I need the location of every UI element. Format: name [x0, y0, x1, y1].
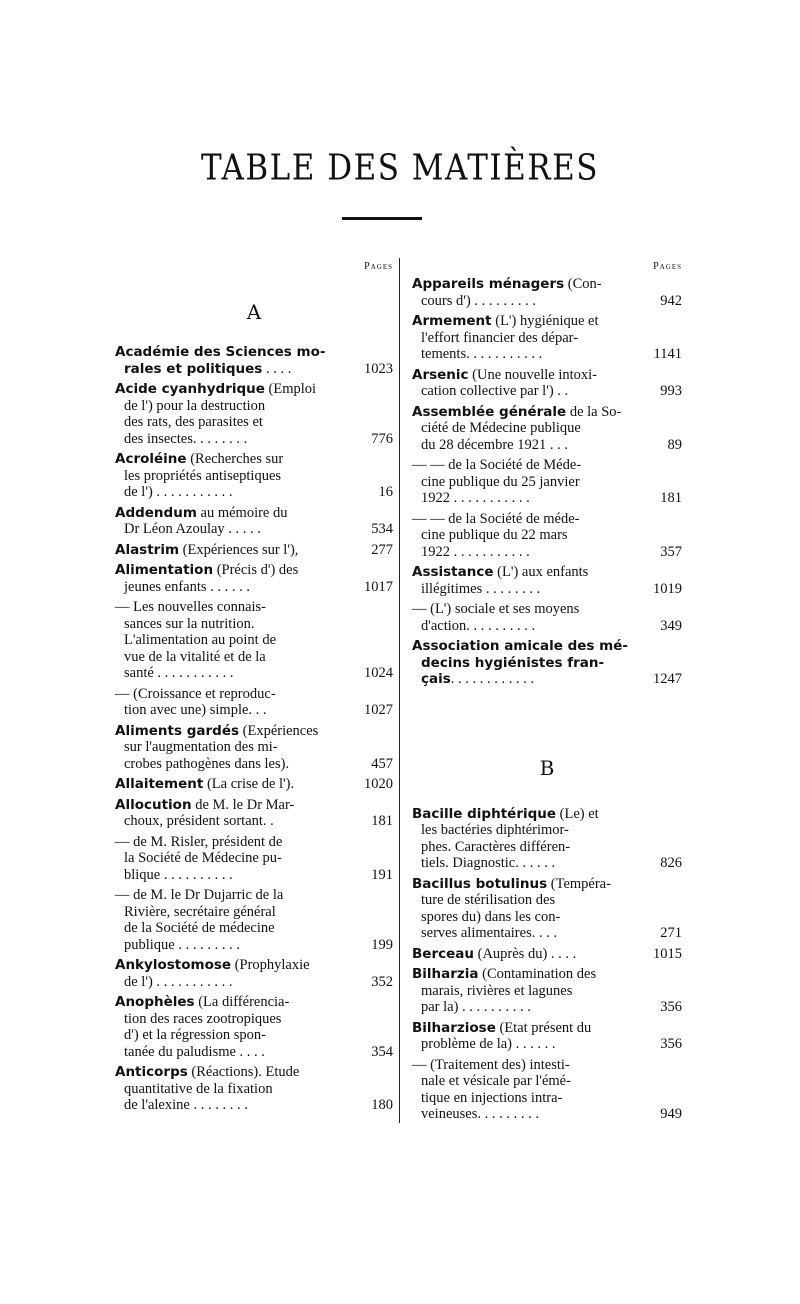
page-number: 16: [378, 484, 393, 500]
index-entry: [115, 542, 393, 559]
entry-text: ture de stérilisation des: [421, 892, 556, 908]
entry-line: [115, 505, 349, 522]
entry-text: spores du) dans les con-: [421, 908, 561, 925]
title-rule: [342, 217, 422, 220]
entry-text: au mémoire du: [196, 504, 288, 521]
entry-headword: Alastrim: [115, 541, 180, 558]
entry-line: [412, 511, 638, 528]
entry-line: [115, 1027, 349, 1044]
index-entry: [115, 562, 393, 595]
entry-line: [412, 346, 638, 363]
entry-text: problème de la) . . . . . .: [421, 1036, 556, 1052]
page-number: 1015: [653, 945, 682, 962]
entry-headword: Anticorps: [115, 1064, 188, 1080]
entry-text: . . . . . . . . . . . .: [450, 671, 535, 687]
entry-text: sances sur la nutrition.: [124, 615, 255, 632]
entry-text: santé . . . . . . . . . . .: [124, 665, 234, 681]
entry-line: [115, 1044, 349, 1061]
entry-text: d'action. . . . . . . . . .: [421, 617, 536, 634]
entry-text: cine publique du 25 janvier: [421, 473, 580, 490]
index-entry: [115, 1064, 393, 1114]
entry-line: [412, 806, 638, 823]
page-number: 457: [371, 755, 393, 772]
entry-line: [115, 756, 349, 773]
entry-line: [115, 665, 349, 682]
entry-headword: Assemblée générale: [412, 403, 567, 420]
entry-line: [412, 946, 638, 963]
entry-headword: Bacillus botulinus: [412, 875, 548, 892]
entry-text: par la) . . . . . . . . . .: [421, 999, 531, 1015]
entry-line: [115, 994, 349, 1011]
index-entry: [115, 887, 393, 953]
index-entry: [412, 276, 682, 309]
entry-text: illégitimes . . . . . . . .: [421, 580, 541, 597]
entry-line: [412, 925, 638, 942]
entry-text: (Une nouvelle intoxi-: [468, 366, 598, 383]
entry-text: choux, président sortant. .: [124, 813, 274, 829]
entries-list-right-a: [412, 276, 682, 688]
entry-line: [412, 655, 638, 672]
entry-text: (Recherches sur: [186, 451, 284, 467]
page-number: 357: [660, 543, 682, 560]
index-entry: [115, 776, 393, 793]
index-entry: [412, 946, 682, 963]
entry-line: [115, 920, 349, 937]
page-number: 199: [371, 936, 393, 953]
entry-text: (Tempéra-: [547, 875, 611, 892]
index-entry: [412, 638, 682, 688]
entry-headword: Addendum: [115, 504, 197, 521]
entry-line: [115, 850, 349, 867]
entry-text: Dr Léon Azoulay . . . . .: [124, 521, 261, 537]
page-number: 1141: [653, 346, 682, 362]
entry-line: [412, 1036, 638, 1053]
entry-text: sur l'augmentation des mi-: [124, 739, 278, 755]
section-letter-b: B: [539, 755, 555, 780]
left-column: [115, 258, 393, 1118]
entry-text: l'effort financier des dépar-: [421, 329, 579, 346]
entry-line: [412, 544, 638, 561]
entry-line: [412, 1073, 638, 1090]
entry-headword: Anophèles: [115, 994, 195, 1010]
entry-line: [412, 367, 638, 384]
entry-text: vue de la vitalité et de la: [124, 648, 266, 665]
page-number: 534: [371, 521, 393, 537]
entry-text: de l') pour la destruction: [124, 397, 266, 414]
entry-line: [412, 839, 638, 856]
page-number: 1024: [364, 665, 393, 681]
entry-headword: Assistance: [412, 564, 494, 580]
page-number: 349: [660, 617, 682, 634]
entry-line: [412, 404, 638, 421]
page-number: 949: [660, 1106, 682, 1122]
entry-line: [412, 999, 638, 1016]
entry-text: — de M. Risler, président de: [115, 833, 283, 850]
entry-headword: Ankylostomose: [115, 957, 232, 973]
entry-text: (L') hygiénique et: [491, 313, 599, 329]
index-entry: [115, 381, 393, 447]
entry-line: [115, 686, 349, 703]
entry-text: de l'alexine . . . . . . . .: [124, 1097, 248, 1113]
pages-header: Pages: [653, 261, 682, 272]
entry-line: [115, 632, 349, 649]
entry-text: (L') aux enfants: [493, 564, 589, 580]
entry-line: [412, 1057, 638, 1074]
index-entry: [412, 313, 682, 363]
entry-text: des insectes. . . . . . . .: [124, 430, 248, 447]
entry-text: (Expériences: [239, 722, 319, 739]
entry-headword: Bacille diphtérique: [412, 805, 557, 822]
entry-line: [115, 414, 349, 431]
page-number: 942: [660, 292, 682, 309]
entry-line: [412, 855, 638, 872]
index-entry: [412, 404, 682, 454]
page-number: 356: [660, 1036, 682, 1052]
entry-line: [115, 649, 349, 666]
page-number: 776: [371, 430, 393, 447]
entry-line: [115, 723, 349, 740]
entry-text: — (L') sociale et ses moyens: [412, 601, 580, 617]
entry-line: [115, 398, 349, 415]
entry-headword: Allaitement: [115, 776, 204, 792]
entry-line: [412, 474, 638, 491]
index-entry: [412, 1020, 682, 1053]
entry-headword: Association amicale des mé-: [412, 638, 628, 654]
entry-line: [115, 599, 349, 616]
entry-text: — Les nouvelles connais-: [115, 599, 267, 615]
index-entry: [115, 451, 393, 501]
index-entry: [412, 457, 682, 507]
entry-text: les propriétés antiseptiques: [124, 467, 282, 484]
entry-line: [412, 966, 638, 983]
entry-text: de la Société de médecine: [124, 920, 275, 936]
index-entry: [115, 834, 393, 884]
entry-text: la Société de Médecine pu-: [124, 850, 282, 866]
entry-line: [412, 671, 638, 688]
entry-line: [412, 876, 638, 893]
entry-line: [412, 1020, 638, 1037]
page-number: 181: [371, 813, 393, 829]
index-entry: [412, 564, 682, 597]
entry-line: [412, 330, 638, 347]
index-entry: [115, 505, 393, 538]
entry-text: tique en injections intra-: [421, 1089, 563, 1106]
entry-line: [115, 1081, 349, 1098]
entry-text: ciété de Médecine publique: [421, 420, 581, 436]
entry-line: [412, 276, 638, 293]
page-number: 181: [660, 490, 682, 506]
index-entry: [412, 367, 682, 400]
entry-line: [412, 490, 638, 507]
entry-headword: decins hygiénistes fran-: [421, 654, 605, 671]
entry-headword: Bilharzia: [412, 966, 479, 982]
entry-text: — de M. le Dr Dujarric de la: [115, 887, 284, 903]
entry-line: [115, 974, 349, 991]
entry-line: [115, 381, 349, 398]
index-entry: [115, 994, 393, 1060]
entry-text: des rats, des parasites et: [124, 414, 263, 430]
entry-line: [115, 542, 349, 559]
entry-text: marais, rivières et lagunes: [421, 982, 573, 999]
page-number: 277: [371, 541, 393, 558]
entry-line: [115, 468, 349, 485]
entry-text: (Précis d') des: [213, 562, 299, 578]
page-number: 1027: [364, 702, 393, 718]
entry-line: [115, 904, 349, 921]
entry-line: [115, 887, 349, 904]
entry-line: [115, 1064, 349, 1081]
entry-line: [115, 344, 349, 361]
entry-text: publique . . . . . . . . .: [124, 936, 240, 953]
entry-headword: Arsenic: [412, 366, 469, 383]
page-number: 1023: [364, 360, 393, 377]
entry-text: (Expériences sur l'),: [179, 541, 299, 558]
entry-line: [115, 797, 349, 814]
index-entry: [115, 723, 393, 773]
entry-line: [115, 521, 349, 538]
entry-text: de l') . . . . . . . . . . .: [124, 973, 233, 990]
entry-text: tion des races zootropiques: [124, 1010, 282, 1027]
index-entry: [412, 601, 682, 634]
entry-line: [412, 601, 638, 618]
entry-line: [412, 1090, 638, 1107]
entry-text: (Prophylaxie: [231, 957, 310, 973]
page-number: 993: [660, 383, 682, 399]
page-number: 180: [371, 1097, 393, 1113]
entry-line: [412, 983, 638, 1000]
entry-line: [115, 361, 349, 378]
index-entry: [412, 806, 682, 872]
entry-line: [412, 822, 638, 839]
entry-text: cation collective par l') . .: [421, 383, 569, 399]
entry-line: [412, 909, 638, 926]
entry-text: Rivière, secrétaire général: [124, 903, 276, 920]
entry-line: [115, 834, 349, 851]
index-entry: [115, 957, 393, 990]
index-entry: [115, 599, 393, 682]
entry-line: [115, 451, 349, 468]
index-entry: [412, 966, 682, 1016]
entry-headword: Bilharziose: [412, 1019, 496, 1036]
entry-text: phes. Caractères différen-: [421, 838, 571, 855]
page-number: 1020: [364, 776, 393, 792]
entry-text: veineuses. . . . . . . . .: [421, 1106, 539, 1122]
entry-text: — — de la Société de méde-: [412, 510, 580, 527]
entry-line: [115, 616, 349, 633]
entry-line: [115, 739, 349, 756]
index-entry: [412, 511, 682, 561]
entry-headword: Acroléine: [115, 451, 187, 467]
entry-headword: Alimentation: [115, 562, 214, 578]
entry-text: (Le) et: [556, 805, 599, 822]
column-divider: [399, 258, 400, 1123]
entry-text: tements. . . . . . . . . . .: [421, 346, 543, 362]
section-letter-a: A: [246, 300, 262, 324]
entry-line: [115, 702, 349, 719]
entry-line: [115, 1011, 349, 1028]
entry-text: serves alimentaires. . . .: [421, 925, 558, 941]
index-entry: [115, 344, 393, 377]
entry-headword: rales et politiques: [124, 360, 263, 377]
page-number: 1017: [364, 578, 393, 595]
entry-line: [115, 867, 349, 884]
entry-text: quantitative de la fixation: [124, 1080, 273, 1097]
entry-text: — (Traitement des) intesti-: [412, 1056, 570, 1073]
page-number: 191: [371, 866, 393, 883]
entry-line: [412, 618, 638, 635]
entry-headword: Berceau: [412, 945, 474, 962]
entry-text: cine publique du 22 mars: [421, 527, 568, 543]
entry-line: [115, 957, 349, 974]
entry-line: [412, 437, 638, 454]
entry-text: d') et la régression spon-: [124, 1027, 266, 1043]
entry-headword: Aliments gardés: [115, 722, 240, 739]
entry-headword: Allocution: [115, 796, 192, 813]
entry-text: les bactéries diphtérimor-: [421, 822, 569, 838]
entry-line: [412, 581, 638, 598]
entry-text: cours d') . . . . . . . . .: [421, 292, 536, 309]
entry-text: L'alimentation au point de: [124, 632, 277, 648]
entry-line: [412, 457, 638, 474]
entries-list-left: [115, 344, 393, 1114]
entry-line: [115, 562, 349, 579]
entry-text: blique . . . . . . . . . .: [124, 866, 233, 883]
entry-line: [412, 892, 638, 909]
entry-text: de la So-: [566, 403, 622, 420]
index-entry: [412, 876, 682, 942]
entry-line: [412, 564, 638, 581]
entry-line: [412, 313, 638, 330]
entry-text: — — de la Société de Méde-: [412, 457, 582, 473]
entry-text: . . . .: [262, 360, 292, 377]
entry-text: (Emploi: [264, 381, 317, 397]
entry-text: (La différencia-: [194, 994, 290, 1010]
index-entry: [412, 1057, 682, 1123]
page-number: 271: [660, 925, 682, 941]
entry-line: [412, 420, 638, 437]
entry-line: [412, 527, 638, 544]
entry-text: (Réactions). Etude: [187, 1064, 300, 1080]
entry-line: [412, 383, 638, 400]
page-number: 354: [371, 1043, 393, 1060]
page-number: 1019: [653, 580, 682, 597]
entry-line: [115, 776, 349, 793]
entry-text: (Contamination des: [478, 966, 597, 982]
entry-line: [115, 1097, 349, 1114]
entry-headword: Appareils ménagers: [412, 276, 565, 292]
page-number: 352: [371, 973, 393, 990]
page-title: TABLE DES MATIÈRES: [201, 147, 599, 189]
index-entry: [115, 797, 393, 830]
page-number: 1247: [653, 671, 682, 687]
pages-header: Pages: [364, 261, 393, 272]
entry-text: 1922 . . . . . . . . . . .: [421, 543, 530, 560]
entry-text: tion avec une) simple. . .: [124, 702, 267, 718]
page-number: 356: [660, 999, 682, 1015]
entry-headword: Armement: [412, 313, 492, 329]
entry-headword: çais: [421, 671, 451, 687]
entry-headword: Acide cyanhydrique: [115, 381, 265, 397]
right-column: [412, 258, 682, 1127]
entry-headword: Académie des Sciences mo-: [115, 344, 326, 360]
entry-text: crobes pathogènes dans les).: [124, 755, 290, 772]
entry-text: (Etat présent du: [495, 1019, 592, 1036]
entry-line: [412, 638, 638, 655]
entry-text: tiels. Diagnostic. . . . . .: [421, 855, 556, 871]
entry-line: [115, 484, 349, 501]
entry-line: [412, 1106, 638, 1123]
entry-line: [115, 579, 349, 596]
entry-text: du 28 décembre 1921 . . .: [421, 436, 568, 453]
entry-text: — (Croissance et reproduc-: [115, 685, 276, 702]
entry-line: [115, 813, 349, 830]
page-number: 89: [667, 436, 682, 453]
entries-list-right-b: [412, 806, 682, 1123]
index-entry: [115, 686, 393, 719]
entry-text: (La crise de l').: [203, 776, 295, 792]
entry-line: [115, 937, 349, 954]
entry-text: de M. le Dr Mar-: [191, 796, 295, 813]
entry-text: 1922 . . . . . . . . . . .: [421, 490, 530, 506]
entry-line: [412, 293, 638, 310]
page-number: 826: [660, 855, 682, 871]
entry-text: (Auprès du) . . . .: [473, 945, 577, 962]
entry-text: de l') . . . . . . . . . . .: [124, 484, 233, 500]
entry-text: (Con-: [564, 276, 602, 292]
entry-text: jeunes enfants . . . . . .: [124, 578, 251, 595]
entry-line: [115, 431, 349, 448]
entry-text: tanée du paludisme . . . .: [124, 1043, 265, 1060]
entry-text: nale et vésicale par l'émé-: [421, 1073, 571, 1089]
